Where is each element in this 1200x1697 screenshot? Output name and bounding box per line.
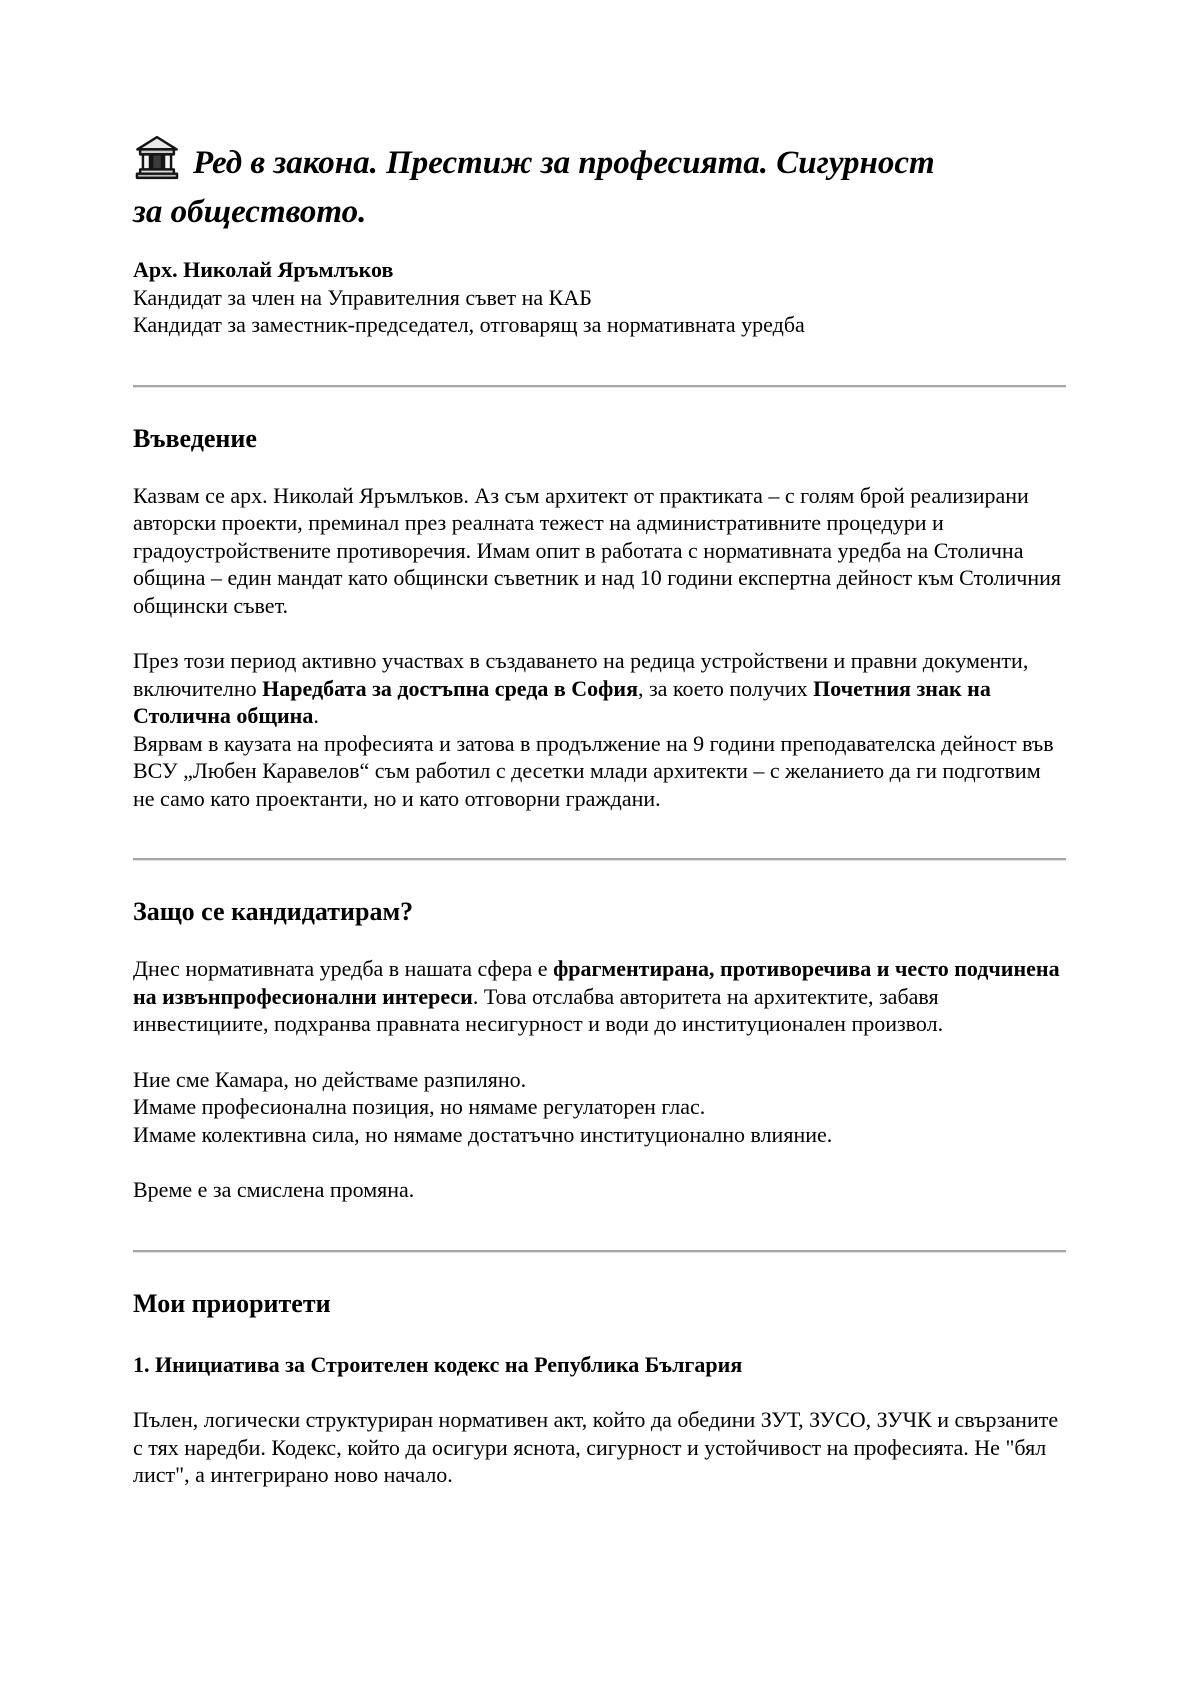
classical-building-icon — [133, 135, 181, 191]
document-title-line-2: за обществото. — [133, 194, 367, 230]
paragraph: Ние сме Камара, но действаме разпиляно. Имаме професионална позиция, но нямаме регулаторен глас. Имаме колективна сила, но нямаме достатъчно институционално влияние. — [133, 1066, 833, 1147]
document-title-line-1: Ред в закона. Престиж за професията. Сигурност — [193, 145, 935, 181]
section-divider — [133, 385, 1066, 388]
section-divider — [133, 858, 1066, 861]
paragraph: Казвам се арх. Николай Яръмлъков. Аз съм архитект от практиката – с голям брой реализирани авторски проекти, преминал през реалната тежест на административните процедури и градоустройствените противоречия. Имам опит в работата с нормативната уредба на Столична община – един мандат като общински съветник и над 10 години експертна дейност към Столичния общински съвет. — [133, 482, 1062, 618]
author-role-line-1: Кандидат за член на Управителния съвет на КАБ — [133, 284, 592, 310]
author-block — [133, 256, 1066, 339]
author-role-line-2: Кандидат за заместник-председател, отговарящ за нормативната уредба — [133, 312, 805, 337]
paragraph: През този период активно участвах в създаването на редица устройствени и правни документи, включително Наредбата за достъпна среда в София, за което получих Почетния знак на Столична община. Вярвам в каузата на професията и затова в продължение на 9 години преподавателска дейност във ВСУ „Любен Каравелов“ съм работил с десетки млади архитекти – с желанието да ги подготвим не само като проектанти, но и като отговорни граждани. — [133, 648, 1054, 811]
section-heading: Мои приоритети — [133, 1288, 331, 1318]
section-heading: Въведение — [133, 423, 257, 453]
sub-heading: 1. Инициатива за Строителен кодекс на Република България — [133, 1351, 743, 1377]
paragraph: Пълен, логически структуриран нормативен акт, който да обедини ЗУТ, ЗУСО, ЗУЧК и свързаните с тях наредби. Кодекс, който да осигури яснота, сигурност и устойчивост на професията. Не "бял лист", а интегрирано ново начало. — [133, 1407, 1059, 1487]
section-divider — [133, 1250, 1066, 1253]
paragraph: Днес нормативната уредба в нашата сфера е фрагментирана, противоречива и често подчинена на извънпрофесионални интереси. Това отслабва авторитета на архитектите, забавя инвестициите, подхранва правната несигурност и води до институционален произвол. — [133, 956, 1060, 1036]
paragraph: Време е за смислена промяна. — [133, 1177, 415, 1202]
section-heading: Защо се кандидатирам? — [133, 897, 414, 926]
document-body — [133, 385, 1066, 1489]
author-name: Арх. Николай Яръмлъков — [133, 257, 394, 282]
document-title — [133, 135, 1066, 233]
